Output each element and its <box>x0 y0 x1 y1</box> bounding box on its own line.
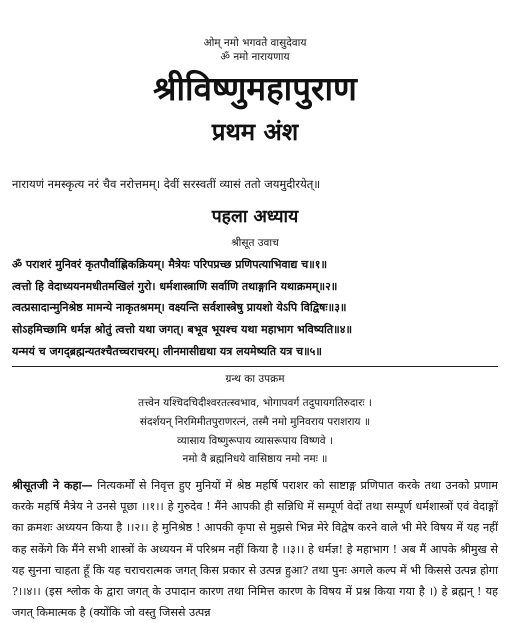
chapter-heading: पहला अध्याय <box>211 207 299 227</box>
mangala-verse: नारायणं नमस्कृत्य नरं चैव नरोत्तमम्। देवीं सरस्वतीं व्यासं ततो जयमुदीरयेत्॥ <box>12 177 321 191</box>
sanskrit-verse-5: यन्मयं च जगद्ब्रह्मन्यतश्चैतच्चराचरम्। लीनमासीद्यथा यत्र लयमेष्यति यत्र च॥५॥ <box>12 345 322 358</box>
invocation-line-2: ॐ नमो नारायणाय <box>220 51 290 63</box>
intro-verse-line-1: तत्त्वेन यश्चिदचिदीश्वरतत्स्वभाव, भोगापवर्ग तदुपायगतिरुदारः । <box>138 397 372 409</box>
sanskrit-verse-2: त्वत्तो हि वेदाध्ययनमधीतमखिलं गुरो। धर्मशास्त्राणि सर्वाणि तथाङ्गानि यथाक्रमम्॥२॥ <box>12 280 338 293</box>
intro-verse-line-3: व्यासाय विष्णुरूपाय व्यासरूपाय विष्णवे । <box>177 435 333 447</box>
invocation-line-1: ओम् नमो भगवते वासुदेवाय <box>203 37 307 49</box>
intro-verse-line-4: नमो वै ब्रह्मनिधये वासिष्ठाय नमो नमः ॥ <box>182 453 328 465</box>
intro-heading: ग्रन्थ का उपक्रम <box>225 373 285 385</box>
section-divider <box>12 366 498 367</box>
sanskrit-verse-3: त्वत्प्रसादान्मुनिश्रेष्ठ मामन्ये नाकृतश्रमम्। वक्ष्यन्ति सर्वशास्त्रेषु प्रायशो येऽपि विद्विषः॥३॥ <box>12 301 347 314</box>
book-title: श्रीविष्णुमहापुराण <box>153 69 357 108</box>
speaker-lead: श्रीसूतजी ने कहा— <box>12 478 93 492</box>
translation-text: नित्यकर्मों से निवृत्त हुए मुनियों में श्रेष्ठ महर्षि पराशर को साष्टाङ्ग प्रणिपात करके तथा उनको प्रणाम करके महर्षि मैत्रेय ने उनसे पूछा ।।१।। हे गुरुदेव ! मैंने आपकी ही सन्निधि में सम्पूर्ण वेदों तथा सम्पूर्ण धर्मशास्त्रों एवं वेदाङ्गों का क्रमशः अध्ययन किया है ।।२।। हे मुनिश्रेष्ठ ! आपकी कृपा से मुझसे भिन्न मेरे विद्वेष करने वाले भी मेरे विषय में यह नहीं कह सकेंगे कि मैंने सभी शास्त्रों के अध्ययन में परिश्रम नहीं किया है ।।३।। हे धर्मज्ञ! हे महाभाग ! अब मैं आपके श्रीमुख से यह सुनना चाहता हूँ कि यह चराचरात्मक जगत् किस प्रकार से उत्पन्न हुआ? तथा पुनः अगले कल्प में भी किससे उत्पन्न होगा ?।।४।। (इस श्लोक के द्वारा जगत् के उपादान कारण तथा निमित्त कारण के विषय में प्रश्न किया गया है ।) हे ब्रह्मन् ! यह जगत् किमात्मक है (क्योंकि जो वस्तु जिससे उत्पन्न <box>12 479 498 620</box>
speaker-label: श्रीसूत उवाच <box>231 237 279 249</box>
part-heading: प्रथम अंश <box>211 117 299 146</box>
translation-paragraph <box>12 475 498 623</box>
intro-verse-line-2: संदर्शयन् निरमिमीतपुराणरत्नं, तस्मै नमो मुनिवराय पराशराय ॥ <box>139 416 371 428</box>
sanskrit-verse-1: ॐ पराशरं मुनिवरं कृतपौर्वाह्णिकक्रियम्। मैत्रेयः परिपप्रच्छ प्रणिपत्याभिवाद्य च॥१॥ <box>12 258 328 271</box>
sanskrit-verse-4: सोऽहमिच्छामि धर्मज्ञ श्रोतुं त्वत्तो यथा जगत्। बभूव भूयश्च यथा महाभाग भविष्यति॥४॥ <box>12 323 353 336</box>
